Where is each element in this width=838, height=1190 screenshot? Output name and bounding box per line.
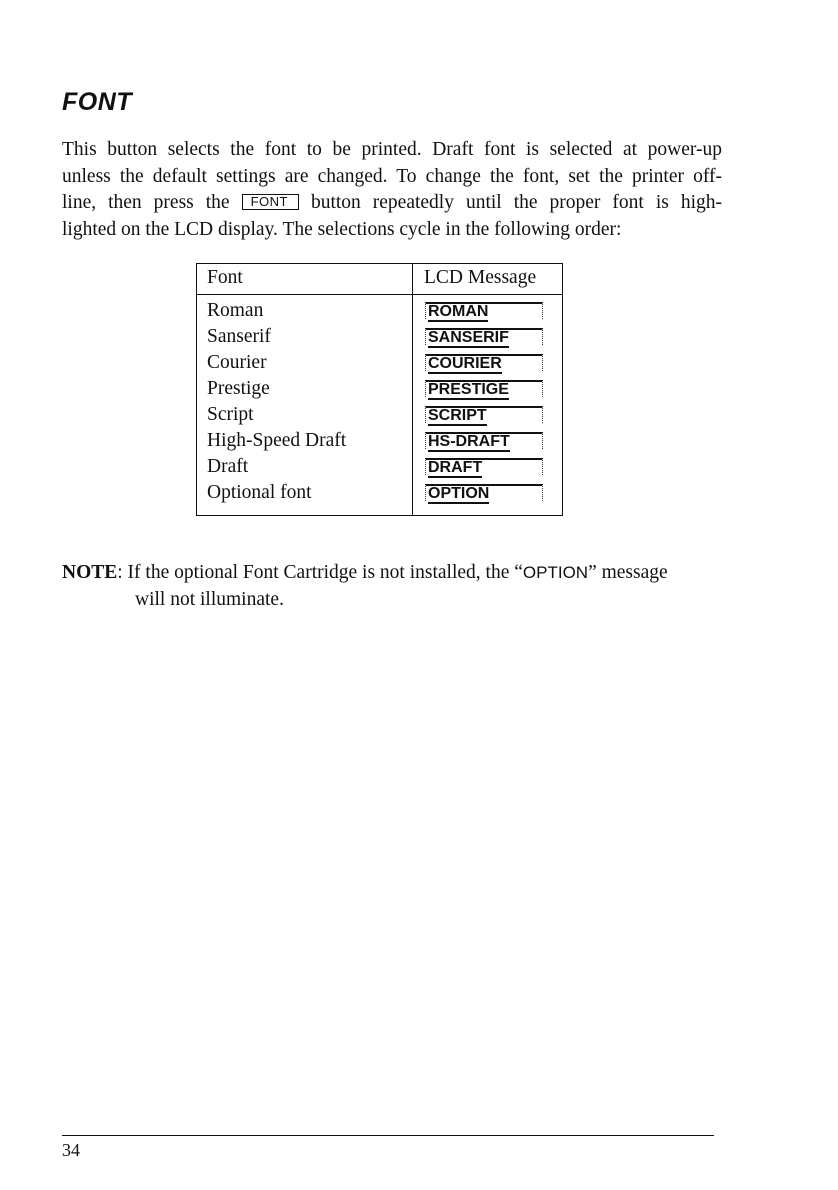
font-name-cell: Courier	[207, 352, 267, 373]
intro-line: This button selects the font to be printed. Draft font is selected at power-up	[62, 139, 722, 160]
intro-line	[62, 190, 722, 217]
lcd-message-cell: ROMAN	[425, 302, 543, 319]
table-row	[197, 480, 562, 506]
lcd-message-cell: PRESTIGE	[425, 380, 543, 397]
font-name-cell: Optional font	[207, 482, 312, 503]
note-label: NOTE	[62, 562, 118, 583]
font-name-cell: Draft	[207, 456, 249, 477]
table-row	[197, 428, 562, 454]
note-paragraph	[62, 560, 668, 613]
intro-line: unless the default settings are changed. To change the font, set the printer off-	[62, 165, 722, 187]
table-row	[197, 324, 562, 350]
font-name-cell: Roman	[207, 300, 264, 321]
intro-paragraph	[62, 137, 722, 243]
table-row	[197, 454, 562, 480]
intro-text: line, then press the	[62, 192, 242, 213]
page-heading: FONT	[62, 88, 133, 116]
table-header-lcd-message: LCD Message	[424, 267, 537, 288]
note-text: ” message	[588, 562, 668, 583]
footer-rule	[62, 1135, 714, 1136]
lcd-message-cell: SCRIPT	[425, 406, 543, 423]
table-row	[197, 376, 562, 402]
lcd-message-cell: DRAFT	[425, 458, 543, 475]
table-row	[197, 350, 562, 376]
table-header-font: Font	[207, 267, 243, 288]
font-name-cell: Script	[207, 404, 254, 425]
lcd-message-cell: OPTION	[425, 484, 543, 501]
table-row	[197, 402, 562, 428]
table-row	[197, 298, 562, 324]
note-text: : If the optional Font Cartridge is not installed, the “	[117, 562, 523, 583]
lcd-message-cell: SANSERIF	[425, 328, 543, 345]
note-line: will not illuminate.	[135, 588, 284, 610]
note-option-message: OPTION	[522, 563, 589, 582]
page-number: 34	[62, 1140, 80, 1160]
font-table	[196, 263, 563, 516]
note-line	[62, 562, 668, 583]
intro-line: lighted on the LCD display. The selections cycle in the following order:	[62, 218, 622, 240]
table-header-divider	[197, 294, 562, 295]
lcd-message-cell: COURIER	[425, 354, 543, 371]
font-name-cell: High-Speed Draft	[207, 430, 347, 451]
font-name-cell: Prestige	[207, 378, 270, 399]
font-key-box: FONT	[242, 194, 299, 210]
font-name-cell: Sanserif	[207, 326, 271, 347]
intro-text: button repeatedly until the proper font is high-	[298, 192, 722, 213]
lcd-message-cell: HS-DRAFT	[425, 432, 543, 449]
